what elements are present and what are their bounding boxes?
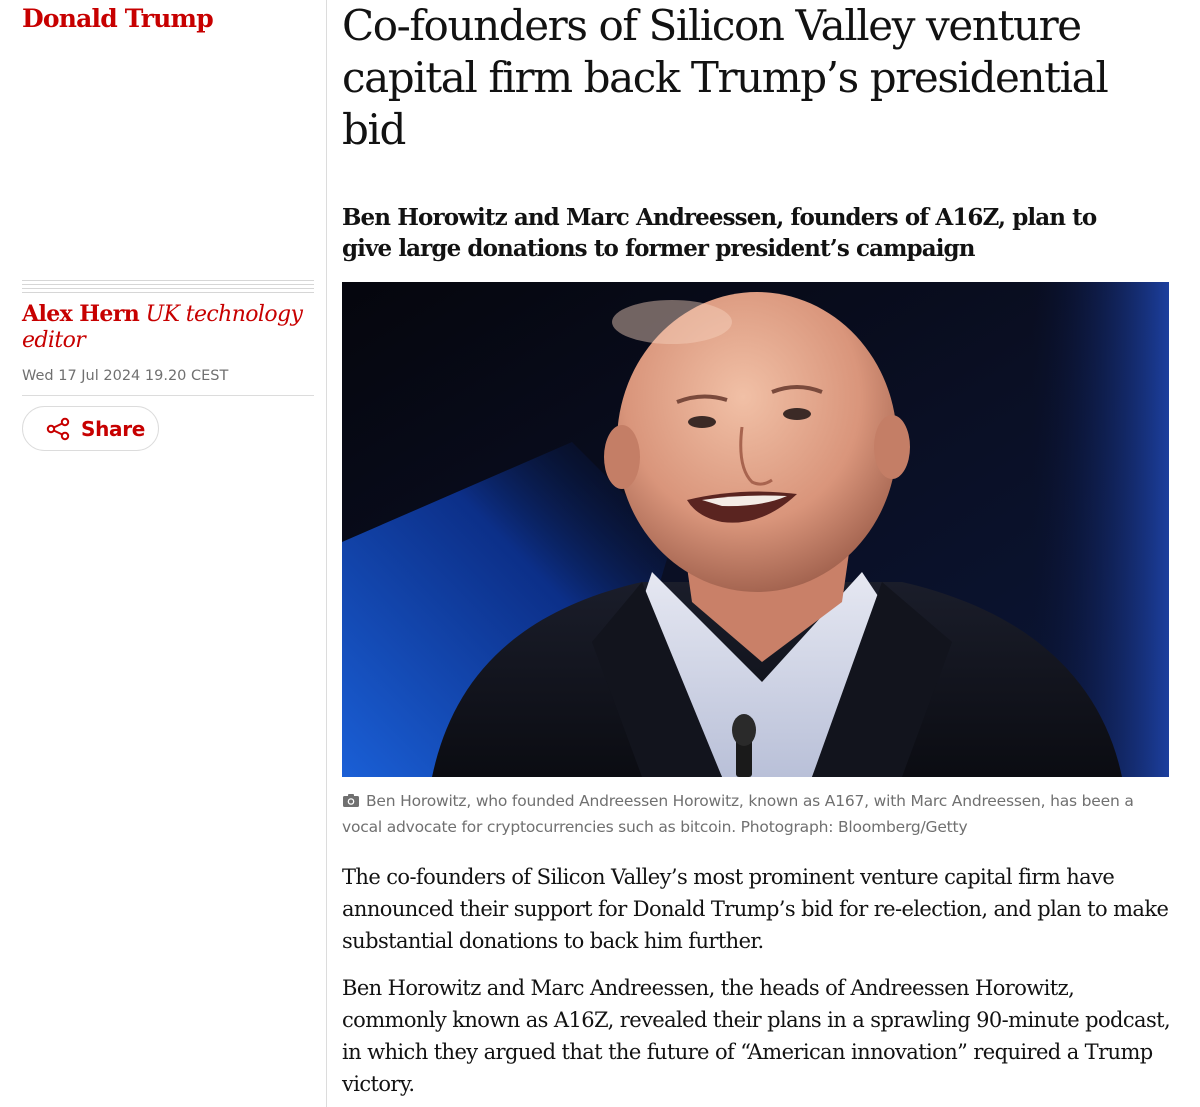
article-standfirst: Ben Horowitz and Marc Andreessen, founders of A16Z, plan to give large donations to former president’s campaign — [342, 204, 1097, 262]
body-paragraph: The co-founders of Silicon Valley’s most prominent venture capital firm have announced their support for Donald Trump’s bid for re-election, and plan to make substantial donations to back him further. — [342, 865, 1169, 953]
author-role: UK technology editor — [22, 302, 303, 353]
author-link[interactable]: Alex Hern — [22, 301, 140, 327]
image-caption — [342, 789, 1172, 839]
article-hero-photo[interactable] — [342, 282, 1169, 777]
publish-date: Wed 17 Jul 2024 19.20 CEST — [22, 368, 229, 384]
article-headline: Co-founders of Silicon Valley venture capital firm back Trump’s presidential bid — [342, 1, 1108, 154]
article-meta-column — [22, 0, 314, 1107]
date-divider — [22, 395, 314, 396]
camera-icon — [342, 791, 360, 815]
share-label: Share — [81, 416, 146, 441]
body-paragraph: Ben Horowitz and Marc Andreessen, the heads of Andreessen Horowitz, commonly known as A16Z, revealed their plans in a sprawling 90-minute podcast, in which they argued that the future of “American innovation” required a Trump victory. — [342, 976, 1171, 1096]
share-icon — [45, 417, 71, 441]
section-tag-link[interactable]: Donald Trump — [22, 4, 213, 33]
caption-text: Ben Horowitz, who founded Andreessen Horowitz, known as A167, with Marc Andreessen, has been a vocal advocate for cryptocurrencies such as bitcoin. Photograph: Bloomberg/Getty — [342, 792, 1134, 836]
column-divider — [326, 0, 327, 1107]
share-button[interactable] — [22, 406, 159, 451]
meta-divider — [22, 280, 314, 296]
byline — [22, 301, 314, 354]
